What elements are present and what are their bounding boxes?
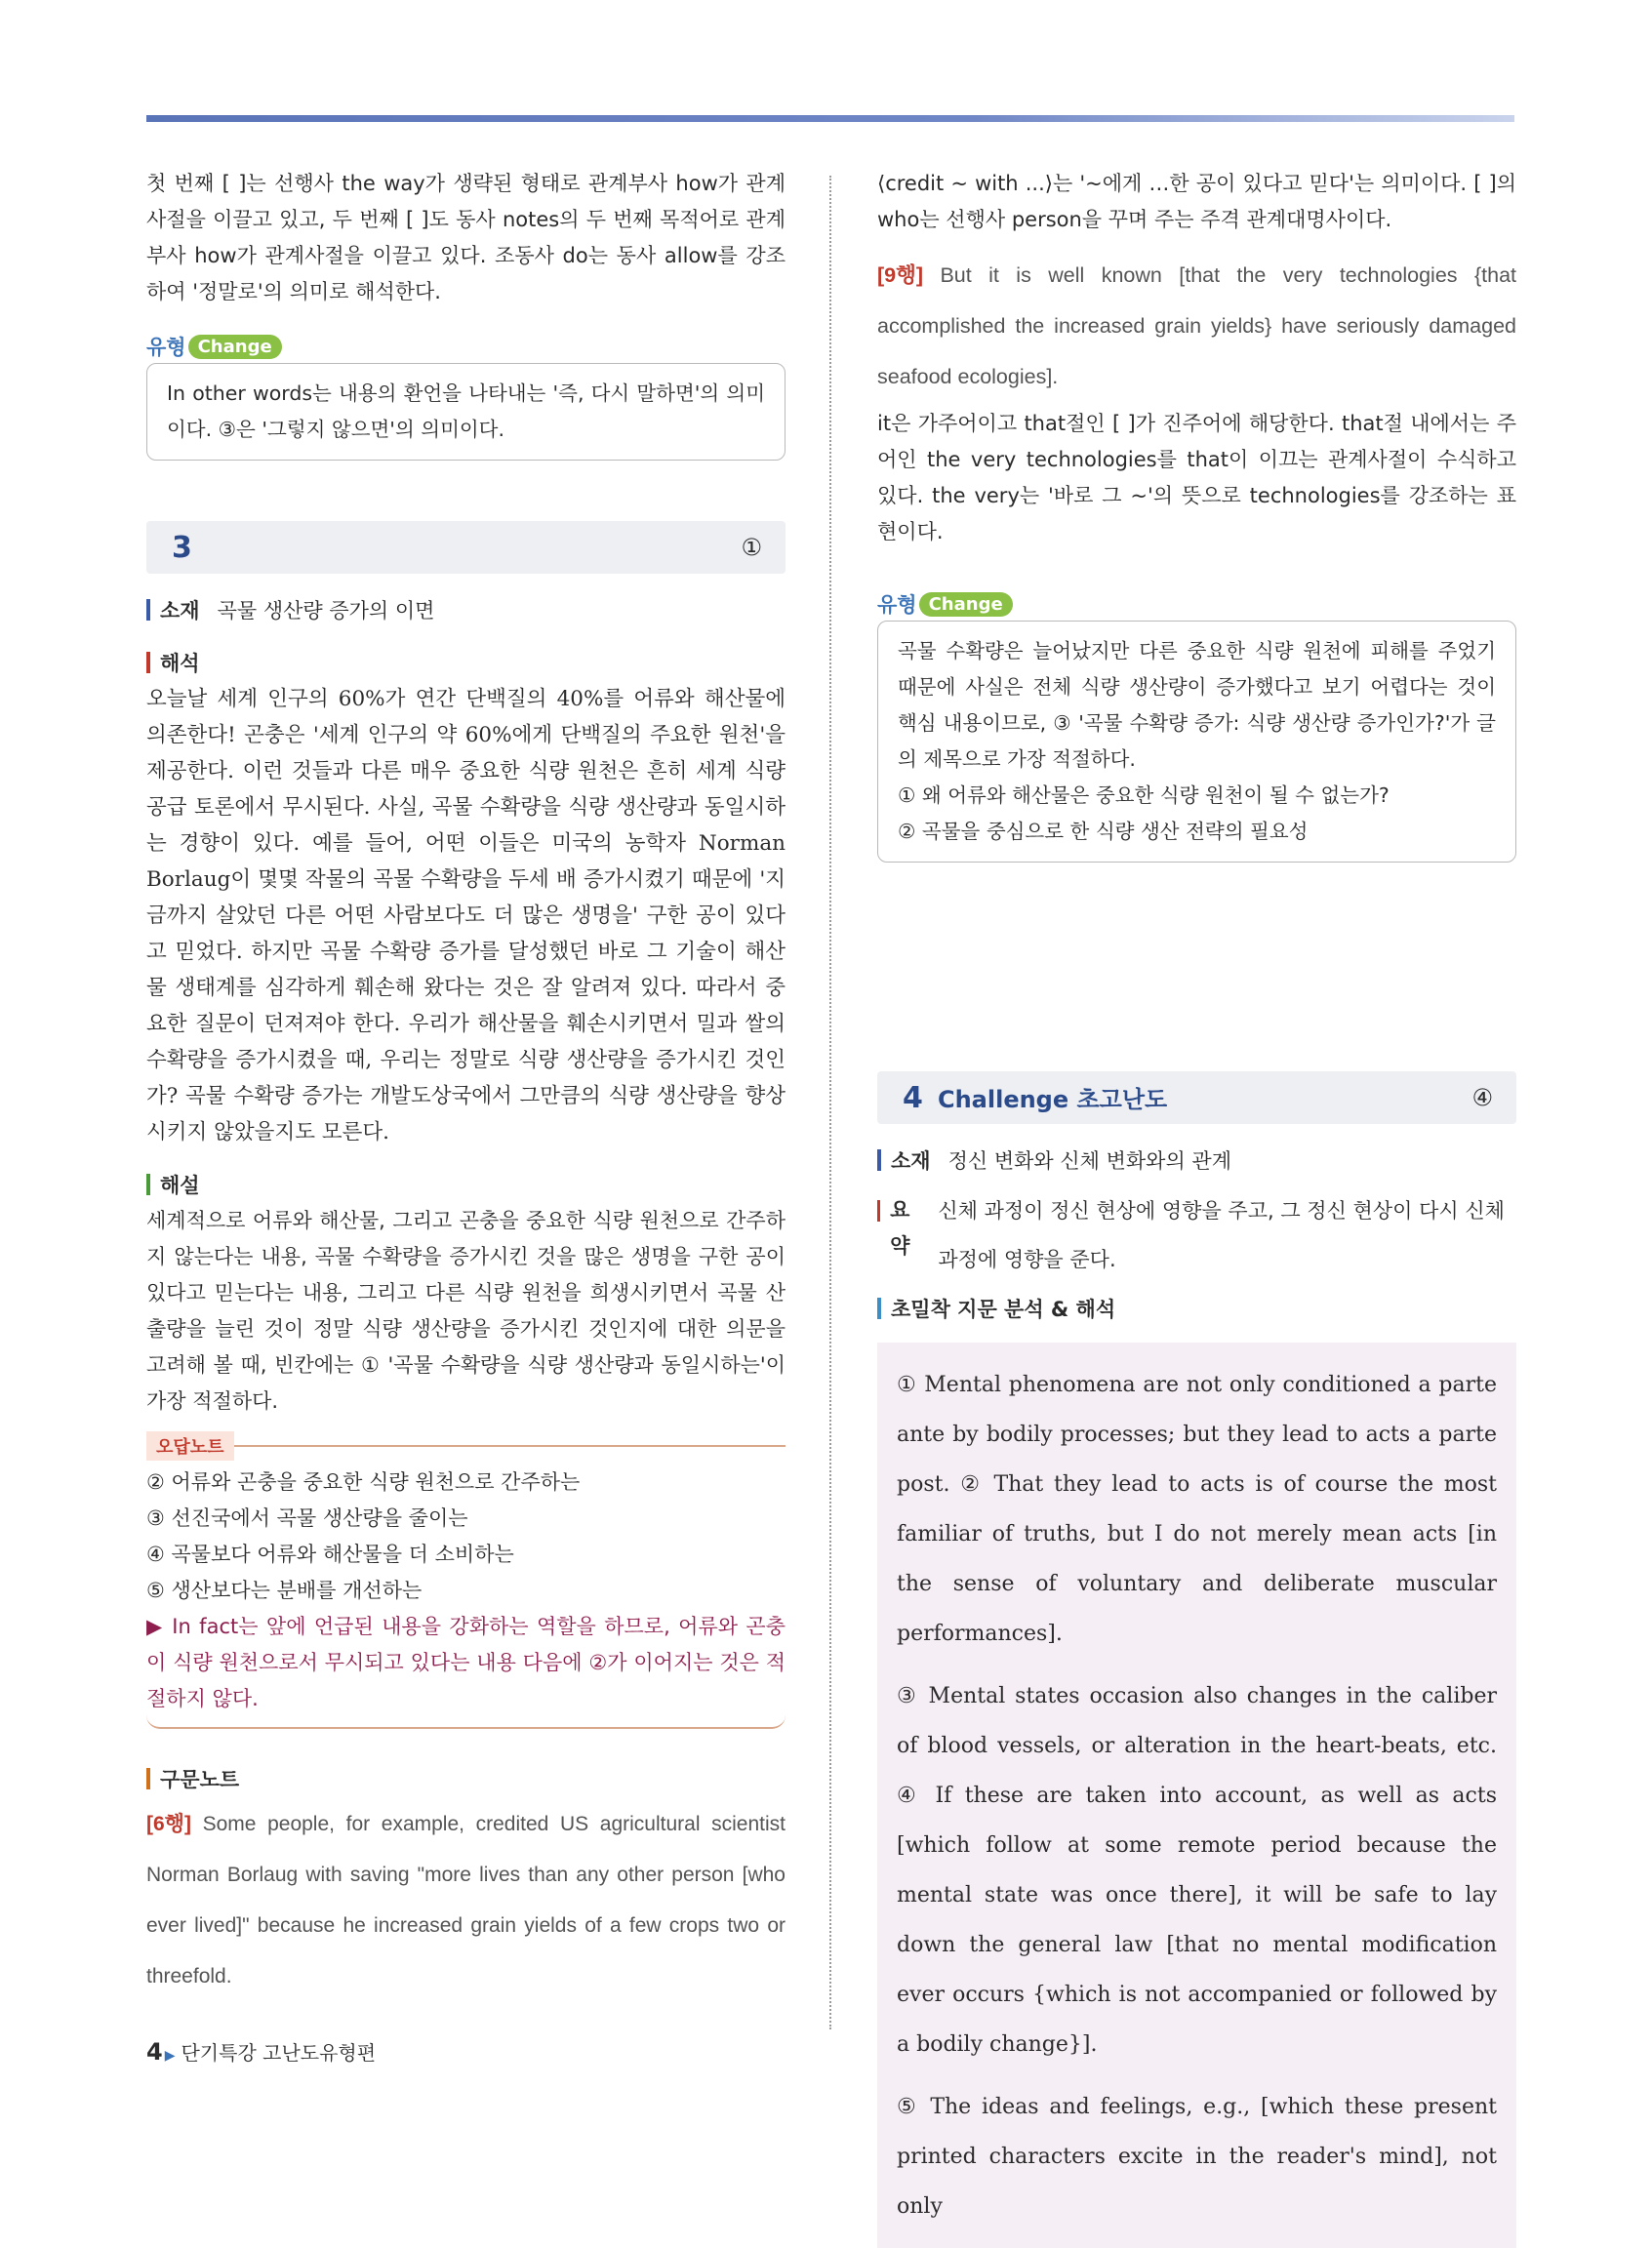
- line9-note: it은 가주어이고 that절인 [ ]가 진주어에 해당한다. that절 내에서는 주어인 the very technologies를 that이 이끄는 관계사절이 수식하고 있다. the very는 '바로 그 ~'의 뜻으로 technologies를 강조하는 표현이다.: [877, 412, 1516, 543]
- change-tag: [146, 332, 786, 361]
- explanation-paragraph: 세계적으로 어류와 해산물, 그리고 곤충을 중요한 식량 원천으로 간주하지 않는다는 내용, 곡물 수확량을 증가시킨 것을 많은 생명을 구한 공이 있다고 믿는다는 내용, 그리고 다른 식량 원천을 희생시키면서 곡물 산출량을 늘린 것이 정말 식량 생산량을 증가시킨 것인지에 대한 의문을 고려해 볼 때, 빈칸에는 ① '곡물 수확량을 식량 생산량과 동일시하는'이 가장 적절하다.: [146, 1209, 786, 1413]
- question-answer: ④: [1471, 1084, 1493, 1111]
- topic-label: 소재: [160, 599, 200, 622]
- intro-paragraph: 첫 번째 [ ]는 선행사 the way가 생략된 형태로 관계부사 how가 관계사절을 이끌고 있고, 두 번째 [ ]도 동사 notes의 두 번째 목적어로 관계부사 how가 관계사절을 이끌고 있다. 조동사 do는 동사 allow를 강조하여 '정말로'의 의미로 해석한다.: [146, 172, 786, 303]
- summary-value: 신체 과정이 정신 현상에 영향을 주고, 그 정신 현상이 다시 신체 과정에 영향을 준다.: [938, 1199, 1505, 1271]
- summary-row: [877, 1192, 1516, 1284]
- column-divider: [829, 176, 831, 2029]
- question-3-header: [146, 521, 786, 574]
- question-title: Challenge 초고난도: [937, 1086, 1168, 1113]
- analysis-heading: 초밀착 지문 분석 & 해석: [877, 1294, 1516, 1323]
- section-bar: [146, 1768, 150, 1789]
- syntax-line-ref: [6행]: [146, 1813, 191, 1835]
- wrong-item: ⑤ 생산보다는 분배를 개선하는: [146, 1579, 423, 1602]
- change-box-item: ① 왜 어류와 해산물은 중요한 식량 원천이 될 수 없는가?: [898, 783, 1390, 807]
- topic-row: [146, 595, 786, 624]
- translation-heading: 해석: [146, 648, 786, 677]
- syntax-block: [146, 1799, 786, 2002]
- question-4-header: [877, 1071, 1516, 1124]
- book-title: 단기특강 고난도유형편: [181, 2041, 377, 2065]
- page-footer: [146, 2037, 376, 2066]
- triangle-icon: ▶: [164, 2048, 176, 2064]
- explanation-heading: 해설: [146, 1170, 786, 1199]
- change-tag-label: 유형: [146, 336, 186, 359]
- change-box-item: ② 곡물을 중심으로 한 식량 생산 전략의 필요성: [898, 820, 1309, 843]
- topic-label: 소재: [891, 1149, 931, 1173]
- question-number: 4: [903, 1081, 923, 1115]
- syntax-sentence: Some people, for example, credited US agricultural scientist Norman Borlaug with saving "more lives than any other person [who ever lived]" because he increased grain yields of a few crops two or threefold.: [146, 1813, 786, 1987]
- summary-label: 요약: [890, 1198, 910, 1258]
- change-badge: Change: [919, 592, 1013, 617]
- wrong-note: ▶ In fact는 앞에 언급된 내용을 강화하는 역할을 하므로, 어류와 곤충이 식량 원천으로서 무시되고 있다는 내용 다음에 ②가 이어지는 것은 적절하지 않다.: [146, 1615, 786, 1710]
- passage-paragraph: ① Mental phenomena are not only conditioned a parte ante by bodily processes; but they lead to acts a parte post. ② That they lead to acts is of course the most familiar of truths, but I do not merely mean acts [in the sense of voluntary and deliberate muscular performances].: [897, 1373, 1497, 1646]
- section-bar: [146, 1174, 150, 1195]
- question-answer: ①: [741, 534, 762, 561]
- section-bar: [877, 1298, 881, 1319]
- topic-value: 정신 변화와 신체 변화와의 관계: [947, 1149, 1231, 1173]
- line9-sentence: But it is well known [that the very technologies {that accomplished the increased grain yields} have seriously damaged seafood ecologies].: [877, 263, 1516, 388]
- section-bar: [146, 652, 150, 673]
- question-number: 3: [172, 530, 192, 565]
- topic-value: 곡물 생산량 증가의 이면: [217, 599, 435, 622]
- question-4-title-wrap: [903, 1080, 1167, 1115]
- section-bar: [146, 599, 150, 621]
- change-box: [146, 363, 786, 461]
- change-tag: [877, 589, 1516, 619]
- line9-block: [877, 250, 1516, 402]
- change-badge: Change: [188, 335, 282, 359]
- continuation-paragraph: ⟨credit ~ with ...⟩는 '~에게 …한 공이 있다고 믿다'는 의미이다. [ ]의 who는 선행사 person을 꾸며 주는 주격 관계대명사이다.: [877, 172, 1516, 231]
- section-bar: [877, 1149, 881, 1171]
- left-column: [146, 166, 786, 2002]
- line9-ref: [9행]: [877, 263, 924, 287]
- change-box-text: 곡물 수확량은 늘어났지만 다른 중요한 식량 원천에 피해를 주었기 때문에 사실은 전체 식량 생산량이 증가했다고 보기 어렵다는 것이 핵심 내용이므로, ③ '곡물 수확량 증가: 식량 생산량 증가인가?'가 글의 제목으로 가장 적절하다.: [898, 639, 1496, 771]
- passage-paragraph: ③ Mental states occasion also changes in the caliber of blood vessels, or alteration in the heart-beats, etc. ④ If these are taken into account, as well as acts [which follow at some remote period because the mental state was once there], it will be safe to lay down the general law [that no mental modification ever occurs {which is not accompanied or followed by a bodily change}].: [897, 1684, 1497, 2057]
- topic-row: [877, 1145, 1516, 1175]
- page-number: 4: [146, 2038, 163, 2066]
- wrong-item: ③ 선진국에서 곡물 생산량을 줄이는: [146, 1506, 468, 1530]
- wrong-answer-tag: 오답노트: [146, 1431, 234, 1461]
- syntax-heading: 구문노트: [146, 1764, 786, 1793]
- change-box-text: In other words는 내용의 환언을 나타내는 '즉, 다시 말하면'의 의미이다. ③은 '그렇지 않으면'의 의미이다.: [167, 381, 765, 441]
- wrong-item: ④ 곡물보다 어류와 해산물을 더 소비하는: [146, 1543, 514, 1566]
- translation-paragraph: 오늘날 세계 인구의 60%가 연간 단백질의 40%를 어류와 해산물에 의존한다! 곤충은 '세계 인구의 약 60%에게 단백질의 주요한 원천'을 제공한다. 이런 것들과 다른 매우 중요한 식량 원천은 흔히 세계 식량 공급 토론에서 무시된다. 사실, 곡물 수확량을 식량 생산량과 동일시하는 경향이 있다. 예를 들어, 어떤 이들은 미국의 농학자 Norman Borlaug이 몇몇 작물의 곡물 수확량을 두세 배 증가시켰기 때문에 '지금까지 살았던 다른 어떤 사람보다도 더 많은 생명을' 구한 공이 있다고 믿었다. 하지만 곡물 수확량 증가를 달성했던 바로 그 기술이 해산물 생태계를 심각하게 훼손해 왔다는 것은 잘 알려져 있다. 따라서 중요한 질문이 던져져야 한다. 우리가 해산물을 훼손시키면서 밀과 쌀의 수확량을 증가시켰을 때, 우리는 정말로 식량 생산량을 증가시킨 것인가? 곡물 수확량 증가는 개발도상국에서 그만큼의 식량 생산량을 향상시키지 않았을지도 모른다.: [146, 687, 786, 1144]
- wrong-answer-note: [146, 1437, 786, 1729]
- section-bar: [877, 1200, 880, 1222]
- right-column: [877, 166, 1516, 2248]
- change-box: [877, 621, 1516, 863]
- passage-analysis: [877, 1343, 1516, 2248]
- top-accent-bar: [146, 115, 1514, 122]
- passage-paragraph: ⑤ The ideas and feelings, e.g., [which these present printed characters excite in the reader's mind], not only: [897, 2095, 1497, 2219]
- wrong-item: ② 어류와 곤충을 중요한 식량 원천으로 간주하는: [146, 1470, 581, 1494]
- change-tag-label: 유형: [877, 593, 917, 617]
